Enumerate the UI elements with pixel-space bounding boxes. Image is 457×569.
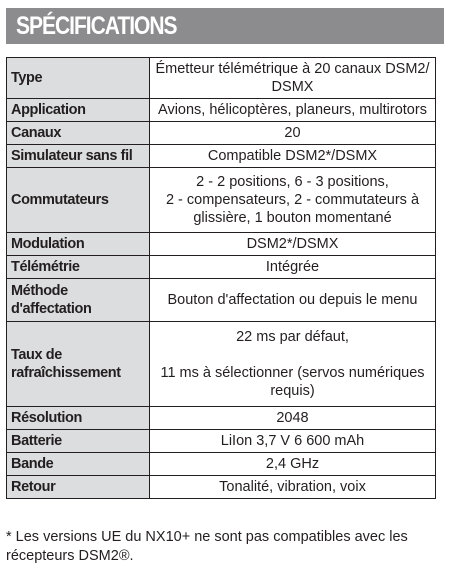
spec-label: Simulateur sans fil xyxy=(7,145,150,168)
spec-value xyxy=(150,407,436,430)
spec-value-line: 2 - compensateurs, 2 - commutateurs à xyxy=(165,192,420,208)
spec-label: Canaux xyxy=(7,122,150,145)
spec-value xyxy=(150,145,436,168)
spec-value-line: Tonalité, vibration, voix xyxy=(219,479,366,495)
spec-value xyxy=(150,168,436,233)
spec-value-line: Avions, hélicoptères, planeurs, multirotors xyxy=(158,102,427,118)
spec-value xyxy=(150,279,436,322)
spec-value xyxy=(150,58,436,99)
spec-label: Retour xyxy=(7,476,150,499)
spec-value-line: DSMX xyxy=(271,79,314,95)
spec-value-line: Intégrée xyxy=(265,259,320,275)
table-row xyxy=(7,476,436,499)
spec-value-spacer xyxy=(154,346,431,364)
spec-label: Résolution xyxy=(7,407,150,430)
spec-value-line: Compatible DSM2*/DSMX xyxy=(207,148,378,164)
table-row xyxy=(7,322,436,407)
spec-label: Taux de rafraîchissement xyxy=(7,322,150,407)
spec-label: Type xyxy=(7,58,150,99)
spec-table xyxy=(6,57,436,499)
section-title: SPÉCIFICATIONS xyxy=(16,12,177,40)
table-row xyxy=(7,233,436,256)
spec-value-line: glissière, 1 bouton momentané xyxy=(193,210,392,226)
spec-value xyxy=(150,322,436,407)
spec-label: Bande xyxy=(7,453,150,476)
table-row xyxy=(7,168,436,233)
spec-label: Commutateurs xyxy=(7,168,150,233)
spec-value-line: Bouton d'affectation ou depuis le menu xyxy=(167,292,418,308)
table-row xyxy=(7,99,436,122)
table-row xyxy=(7,256,436,279)
spec-value-line: 2,4 GHz xyxy=(265,456,320,472)
section-header-banner xyxy=(6,8,444,44)
spec-value-line: LiIon 3,7 V 6 600 mAh xyxy=(220,433,365,449)
spec-value xyxy=(150,430,436,453)
spec-value-line: DSM2*/DSMX xyxy=(246,236,339,252)
table-row xyxy=(7,145,436,168)
table-row xyxy=(7,279,436,322)
spec-value-line: Émetteur télémétrique à 20 canaux DSM2/ xyxy=(155,61,430,77)
spec-label: Télémétrie xyxy=(7,256,150,279)
table-row xyxy=(7,58,436,99)
spec-label: Méthode d'affectation xyxy=(7,279,150,322)
table-row xyxy=(7,407,436,430)
table-row xyxy=(7,122,436,145)
footnote: * Les versions UE du NX10+ ne sont pas compatibles avec les récepteurs DSM2®. xyxy=(6,529,408,564)
spec-value-line: 2 - 2 positions, 6 - 3 positions, xyxy=(196,174,389,190)
spec-value xyxy=(150,99,436,122)
spec-value xyxy=(150,233,436,256)
spec-value xyxy=(150,453,436,476)
spec-label: Batterie xyxy=(7,430,150,453)
spec-label: Application xyxy=(7,99,150,122)
table-row xyxy=(7,453,436,476)
table-row xyxy=(7,430,436,453)
spec-value xyxy=(150,256,436,279)
spec-value xyxy=(150,122,436,145)
spec-value-line: 22 ms par défaut, xyxy=(236,329,349,345)
spec-value-line: 20 xyxy=(284,125,301,141)
spec-value-line: requis) xyxy=(270,383,315,399)
spec-value xyxy=(150,476,436,499)
spec-value-line: 11 ms à sélectionner (servos numériques xyxy=(160,365,425,381)
spec-label: Modulation xyxy=(7,233,150,256)
spec-value-line: 2048 xyxy=(276,410,309,426)
